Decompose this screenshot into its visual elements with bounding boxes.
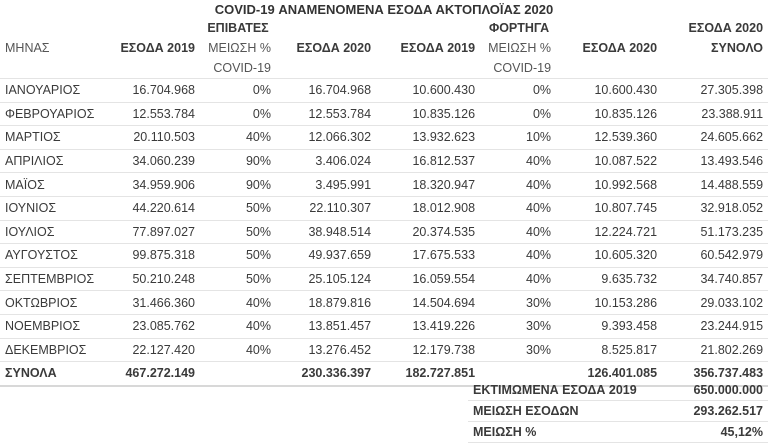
- freight-2019-cell: 18.320.947: [376, 173, 480, 197]
- passengers-reduction-cell: 40%: [200, 291, 276, 315]
- column-header-passengers-reduction: ΜΕΙΩΣΗ %: [208, 41, 271, 55]
- summary-row: [468, 380, 768, 401]
- table-row: [0, 102, 768, 126]
- freight-reduction-cell: 30%: [480, 291, 556, 315]
- freight-2020-cell: 10.835.126: [556, 102, 662, 126]
- passengers-2019-cell: 16.704.968: [100, 79, 200, 103]
- summary-table: [468, 380, 768, 443]
- summary-row: [468, 401, 768, 422]
- freight-2019-cell: 16.812.537: [376, 149, 480, 173]
- freight-2019-cell: 12.179.738: [376, 338, 480, 362]
- table-body: [0, 79, 768, 386]
- passengers-2019-cell: 31.466.360: [100, 291, 200, 315]
- passengers-reduction-cell: 90%: [200, 149, 276, 173]
- freight-reduction-cell: 40%: [480, 196, 556, 220]
- freight-2020-cell: 10.992.568: [556, 173, 662, 197]
- passengers-reduction-cell: 40%: [200, 314, 276, 338]
- passengers-2020-cell: 13.851.457: [276, 314, 376, 338]
- table-row: [0, 196, 768, 220]
- freight-reduction-cell: 40%: [480, 220, 556, 244]
- column-header-passengers-2020: ΕΣΟΔΑ 2020: [296, 41, 372, 55]
- freight-reduction-cell: 0%: [480, 102, 556, 126]
- table-row: [0, 244, 768, 268]
- column-subheader-passengers-covid: COVID-19: [200, 58, 276, 79]
- passengers-2019-cell: 44.220.614: [100, 196, 200, 220]
- month-cell: ΙΟΥΛΙΟΣ: [0, 220, 100, 244]
- freight-2020-cell: 10.807.745: [556, 196, 662, 220]
- total-2020-cell: 14.488.559: [662, 173, 768, 197]
- total-2020-cell: 29.033.102: [662, 291, 768, 315]
- total-2020-cell: 32.918.052: [662, 196, 768, 220]
- passengers-2019-cell: 99.875.318: [100, 244, 200, 268]
- table-row: [0, 314, 768, 338]
- passengers-2019-cell: 77.897.027: [100, 220, 200, 244]
- month-cell: ΝΟΕΜΒΡΙΟΣ: [0, 314, 100, 338]
- group-header-passengers: ΕΠΙΒΑΤΕΣ: [207, 21, 269, 35]
- month-cell: ΑΥΓΟΥΣΤΟΣ: [0, 244, 100, 268]
- passengers-2020-cell: 49.937.659: [276, 244, 376, 268]
- table-row: [0, 173, 768, 197]
- freight-2020-cell: 12.539.360: [556, 126, 662, 150]
- freight-2020-cell: 9.393.458: [556, 314, 662, 338]
- totals-freight-2020: 126.401.085: [556, 362, 662, 386]
- passengers-reduction-cell: 50%: [200, 220, 276, 244]
- freight-2019-cell: 16.059.554: [376, 267, 480, 291]
- summary-value: 45,12%: [660, 422, 768, 443]
- passengers-reduction-cell: 50%: [200, 267, 276, 291]
- column-header-freight-2020: ΕΣΟΔΑ 2020: [582, 41, 658, 55]
- total-2020-cell: 34.740.857: [662, 267, 768, 291]
- passengers-2020-cell: 12.553.784: [276, 102, 376, 126]
- freight-2019-cell: 14.504.694: [376, 291, 480, 315]
- summary-value: 650.000.000: [660, 380, 768, 401]
- freight-2019-cell: 20.374.535: [376, 220, 480, 244]
- group-header-total-2020: ΕΣΟΔΑ 2020: [688, 21, 764, 35]
- column-header-freight-2019: ΕΣΟΔΑ 2019: [400, 41, 476, 55]
- freight-2019-cell: 17.675.533: [376, 244, 480, 268]
- passengers-2020-cell: 38.948.514: [276, 220, 376, 244]
- passengers-reduction-cell: 50%: [200, 244, 276, 268]
- total-2020-cell: 23.244.915: [662, 314, 768, 338]
- header-subtitle-row: [0, 58, 768, 79]
- freight-2019-cell: 10.600.430: [376, 79, 480, 103]
- freight-2020-cell: 9.635.732: [556, 267, 662, 291]
- freight-2020-cell: 10.087.522: [556, 149, 662, 173]
- freight-reduction-cell: 40%: [480, 244, 556, 268]
- freight-2019-cell: 10.835.126: [376, 102, 480, 126]
- totals-label: ΣΥΝΟΛΑ: [0, 362, 100, 386]
- total-2020-cell: 27.305.398: [662, 79, 768, 103]
- month-cell: ΦΕΒΡΟΥΑΡΙΟΣ: [0, 102, 100, 126]
- freight-2020-cell: 10.153.286: [556, 291, 662, 315]
- passengers-2020-cell: 3.406.024: [276, 149, 376, 173]
- passengers-2020-cell: 16.704.968: [276, 79, 376, 103]
- freight-reduction-cell: 40%: [480, 149, 556, 173]
- month-cell: ΙΑΝΟΥΑΡΙΟΣ: [0, 79, 100, 103]
- summary-row: [468, 422, 768, 443]
- table-row: [0, 79, 768, 103]
- passengers-2019-cell: 50.210.248: [100, 267, 200, 291]
- table-row: [0, 291, 768, 315]
- header-group-row: [0, 18, 768, 38]
- summary-label: ΜΕΙΩΣΗ %: [468, 422, 660, 443]
- passengers-2020-cell: 13.276.452: [276, 338, 376, 362]
- passengers-reduction-cell: 0%: [200, 79, 276, 103]
- freight-2019-cell: 18.012.908: [376, 196, 480, 220]
- column-header-total-sub: ΣΥΝΟΛΟ: [711, 41, 764, 55]
- freight-2020-cell: 10.600.430: [556, 79, 662, 103]
- total-2020-cell: 51.173.235: [662, 220, 768, 244]
- totals-total-2020: 356.737.483: [662, 362, 768, 386]
- totals-freight-2019: 182.727.851: [376, 362, 480, 386]
- freight-reduction-cell: 30%: [480, 338, 556, 362]
- total-2020-cell: 24.605.662: [662, 126, 768, 150]
- summary-label: ΕΚΤΙΜΩΜΕΝΑ ΕΣΟΔΑ 2019: [468, 380, 660, 401]
- passengers-2020-cell: 25.105.124: [276, 267, 376, 291]
- passengers-2020-cell: 3.495.991: [276, 173, 376, 197]
- column-header-month: ΜΗΝΑΣ: [5, 41, 50, 55]
- column-header-passengers-2019: ΕΣΟΔΑ 2019: [120, 41, 195, 55]
- month-cell: ΟΚΤΩΒΡΙΟΣ: [0, 291, 100, 315]
- group-header-freight: ΦΟΡΤΗΓΑ: [488, 21, 550, 35]
- freight-reduction-cell: 10%: [480, 126, 556, 150]
- table-row: [0, 220, 768, 244]
- passengers-2020-cell: 22.110.307: [276, 196, 376, 220]
- freight-2020-cell: 8.525.817: [556, 338, 662, 362]
- passengers-2019-cell: 22.127.420: [100, 338, 200, 362]
- freight-reduction-cell: 30%: [480, 314, 556, 338]
- passengers-reduction-cell: 40%: [200, 338, 276, 362]
- month-cell: ΙΟΥΝΙΟΣ: [0, 196, 100, 220]
- freight-2020-cell: 12.224.721: [556, 220, 662, 244]
- passengers-2019-cell: 23.085.762: [100, 314, 200, 338]
- summary-value: 293.262.517: [660, 401, 768, 422]
- totals-passengers-2019: 467.272.149: [100, 362, 200, 386]
- month-cell: ΣΕΠΤΕΜΒΡΙΟΣ: [0, 267, 100, 291]
- column-subheader-freight-covid: COVID-19: [480, 58, 556, 79]
- freight-reduction-cell: 40%: [480, 267, 556, 291]
- passengers-2019-cell: 34.959.906: [100, 173, 200, 197]
- freight-2019-cell: 13.419.226: [376, 314, 480, 338]
- summary-label: ΜΕΙΩΣΗ ΕΣΟΔΩΝ: [468, 401, 660, 422]
- column-header-freight-reduction: ΜΕΙΩΣΗ %: [488, 41, 552, 55]
- header-column-row: [0, 38, 768, 58]
- freight-reduction-cell: 40%: [480, 173, 556, 197]
- passengers-2020-cell: 18.879.816: [276, 291, 376, 315]
- passengers-reduction-cell: 50%: [200, 196, 276, 220]
- freight-reduction-cell: 0%: [480, 79, 556, 103]
- total-2020-cell: 13.493.546: [662, 149, 768, 173]
- sheet-title: COVID-19 ΑΝΑΜΕΝΟΜΕΝΑ ΕΣΟΔΑ ΑΚΤΟΠΛΟΪΑΣ 2020: [214, 2, 554, 17]
- month-cell: ΑΠΡΙΛΙΟΣ: [0, 149, 100, 173]
- passengers-2019-cell: 20.110.503: [100, 126, 200, 150]
- freight-2020-cell: 10.605.320: [556, 244, 662, 268]
- total-2020-cell: 60.542.979: [662, 244, 768, 268]
- revenue-table: [0, 18, 768, 387]
- table-row: [0, 267, 768, 291]
- passengers-2019-cell: 34.060.239: [100, 149, 200, 173]
- month-cell: ΜΑΡΤΙΟΣ: [0, 126, 100, 150]
- total-2020-cell: 23.388.911: [662, 102, 768, 126]
- freight-2019-cell: 13.932.623: [376, 126, 480, 150]
- table-row: [0, 126, 768, 150]
- total-2020-cell: 21.802.269: [662, 338, 768, 362]
- passengers-reduction-cell: 0%: [200, 102, 276, 126]
- table-row: [0, 149, 768, 173]
- passengers-reduction-cell: 90%: [200, 173, 276, 197]
- passengers-2020-cell: 12.066.302: [276, 126, 376, 150]
- month-cell: ΔΕΚΕΜΒΡΙΟΣ: [0, 338, 100, 362]
- table-row: [0, 338, 768, 362]
- passengers-reduction-cell: 40%: [200, 126, 276, 150]
- totals-passengers-2020: 230.336.397: [276, 362, 376, 386]
- month-cell: ΜΑΪΟΣ: [0, 173, 100, 197]
- passengers-2019-cell: 12.553.784: [100, 102, 200, 126]
